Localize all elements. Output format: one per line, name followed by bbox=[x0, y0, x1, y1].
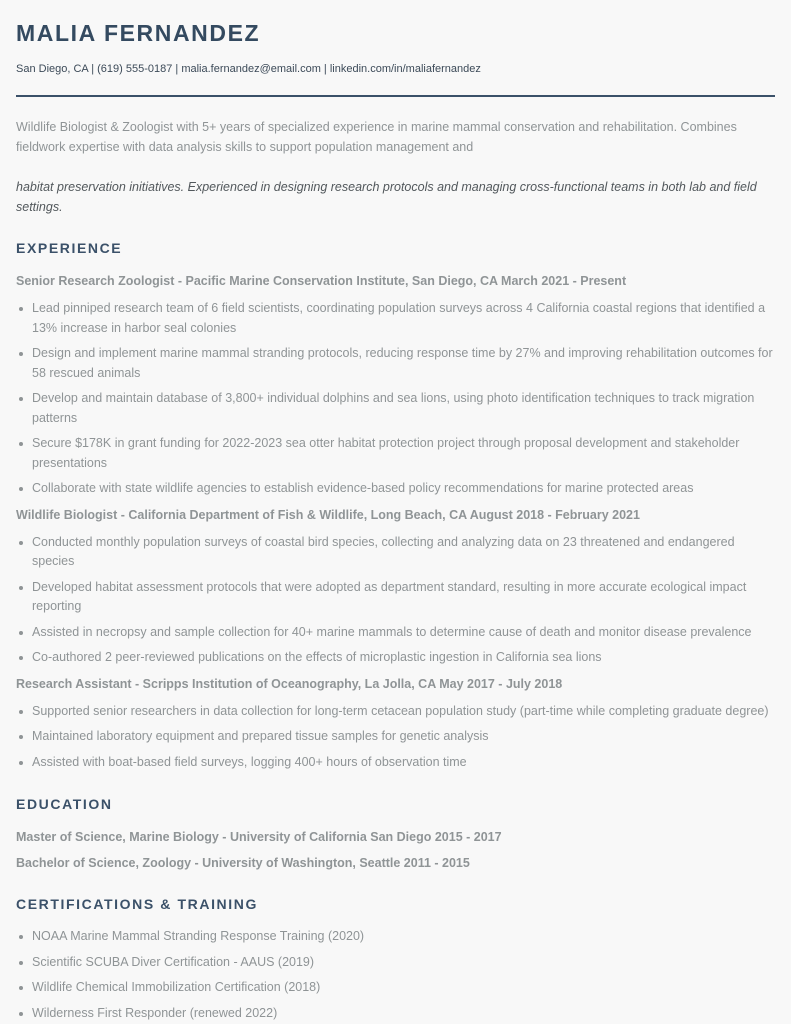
education-section bbox=[16, 795, 775, 871]
list-item: NOAA Marine Mammal Stranding Response Training (2020) bbox=[16, 927, 775, 947]
job-entry bbox=[16, 676, 775, 773]
job-entry bbox=[16, 273, 775, 499]
list-item: Develop and maintain database of 3,800+ individual dolphins and sea lions, using photo identification techniques to track migration patterns bbox=[16, 389, 775, 428]
job-heading: Wildlife Biologist - California Department of Fish & Wildlife, Long Beach, CA August 2018 - February 2021 bbox=[16, 507, 640, 522]
list-item: Wilderness First Responder (renewed 2022) bbox=[16, 1004, 775, 1024]
education-item: Bachelor of Science, Zoology - University of Washington, Seattle 2011 - 2015 bbox=[16, 856, 470, 870]
job-entry bbox=[16, 507, 775, 668]
list-item: Scientific SCUBA Diver Certification - AAUS (2019) bbox=[16, 953, 775, 973]
candidate-name: MALIA FERNANDEZ bbox=[16, 20, 261, 46]
education-item: Master of Science, Marine Biology - University of California San Diego 2015 - 2017 bbox=[16, 830, 502, 844]
contact-info: San Diego, CA | (619) 555-0187 | malia.fernandez@email.com | linkedin.com/in/maliafernandez bbox=[16, 63, 481, 75]
certifications-section bbox=[16, 895, 775, 1023]
header-divider bbox=[16, 95, 775, 97]
list-item: Secure $178K in grant funding for 2022-2023 sea otter habitat protection project through proposal development and stakeholder presentations bbox=[16, 434, 775, 473]
resume-header bbox=[16, 0, 775, 76]
section-title-education: EDUCATION bbox=[16, 796, 113, 812]
list-item: Developed habitat assessment protocols that were adopted as department standard, resulting in more accurate ecological impact reporting bbox=[16, 578, 775, 617]
summary-paragraph: Wildlife Biologist & Zoologist with 5+ years of specialized experience in marine mammal conservation and rehabilitation. Combines fieldwork expertise with data analysis skills to support population management and bbox=[16, 120, 737, 154]
list-item: Assisted in necropsy and sample collection for 40+ marine mammals to determine cause of death and monitor disease prevalence bbox=[16, 623, 775, 643]
list-item: Supported senior researchers in data collection for long-term cetacean population study (part-time while completing graduate degree) bbox=[16, 702, 775, 722]
certification-list bbox=[16, 927, 775, 1023]
list-item: Design and implement marine mammal stranding protocols, reducing response time by 27% and improving rehabilitation outcomes for 58 rescued animals bbox=[16, 344, 775, 383]
list-item: Wildlife Chemical Immobilization Certification (2018) bbox=[16, 978, 775, 998]
list-item: Lead pinniped research team of 6 field scientists, coordinating population surveys across 4 California coastal regions that identified a 13% increase in harbor seal colonies bbox=[16, 299, 775, 338]
summary-paragraph-italic: habitat preservation initiatives. Experienced in designing research protocols and managing cross-functional teams in both lab and field settings. bbox=[16, 180, 757, 214]
list-item: Collaborate with state wildlife agencies to establish evidence-based policy recommendations for marine protected areas bbox=[16, 479, 775, 499]
list-item: Co-authored 2 peer-reviewed publications on the effects of microplastic ingestion in California sea lions bbox=[16, 648, 775, 668]
list-item: Conducted monthly population surveys of coastal bird species, collecting and analyzing data on 23 threatened and endangered species bbox=[16, 533, 775, 572]
job-heading: Research Assistant - Scripps Institution of Oceanography, La Jolla, CA May 2017 - July 2018 bbox=[16, 676, 563, 691]
experience-section bbox=[16, 239, 775, 772]
section-title-certifications: CERTIFICATIONS & TRAINING bbox=[16, 896, 258, 912]
summary-section bbox=[16, 118, 775, 217]
job-heading: Senior Research Zoologist - Pacific Marine Conservation Institute, San Diego, CA March 2021 - Present bbox=[16, 274, 627, 288]
list-item: Maintained laboratory equipment and prepared tissue samples for genetic analysis bbox=[16, 727, 775, 747]
section-title-experience: EXPERIENCE bbox=[16, 240, 123, 256]
job-bullets bbox=[16, 533, 775, 668]
job-bullets bbox=[16, 702, 775, 773]
job-bullets bbox=[16, 299, 775, 499]
list-item: Assisted with boat-based field surveys, logging 400+ hours of observation time bbox=[16, 753, 775, 773]
